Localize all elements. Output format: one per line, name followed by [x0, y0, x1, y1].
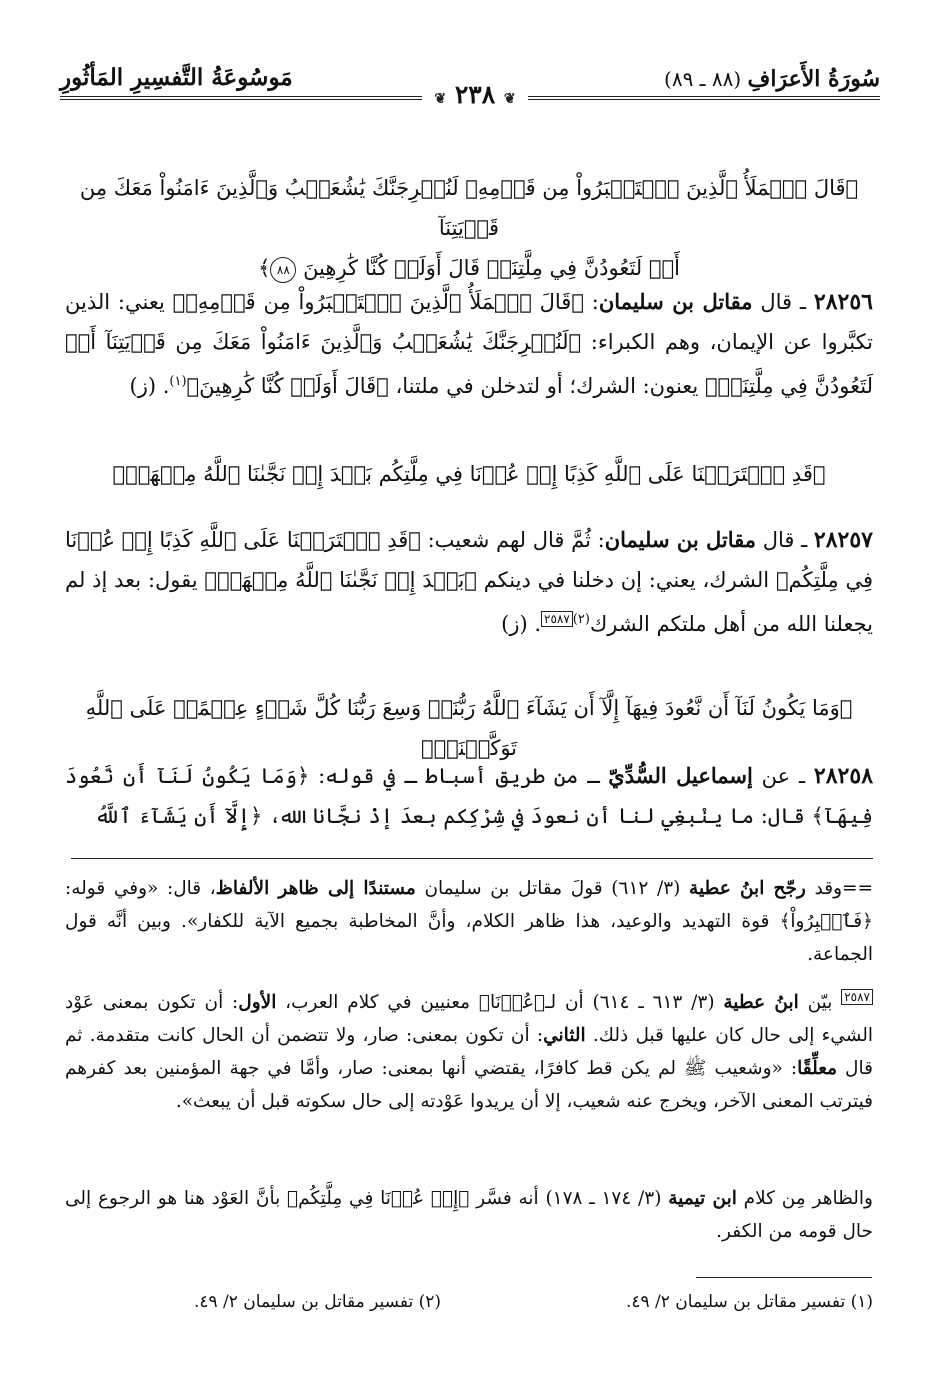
- quran-quote: ﴿قَالَ ٱلۡمَلَأُ ٱلَّذِينَ ٱسۡتَكۡبَرُواْ مِن قَوۡمِهِۦ﴾: [172, 290, 584, 314]
- verse-line: ﴿قَالَ ٱلۡمَلَأُ ٱلَّذِينَ ٱسۡتَكۡبَرُواْ مِن قَوۡمِهِۦ لَنُخۡرِجَنَّكَ يَٰشُعَيۡبُ وَٱلَّذِينَ ءَامَنُواْ مَعَكَ مِن قَرۡيَتِنَآ: [79, 176, 859, 240]
- ornament-icon: ❦: [503, 91, 516, 107]
- verse-line: ﴿قَدِ ٱفۡتَرَيۡنَا عَلَى ٱللَّهِ كَذِبًا إِنۡ عُدۡنَا فِي مِلَّتِكُم بَعۡدَ إِذۡ نَجَّىٰنَا ٱللَّهُ مِنۡهَاۚ﴾: [112, 462, 826, 486]
- narration-number: ٢٨٢٥٦: [813, 289, 873, 315]
- verse-range: (٨٨ ـ ٨٩): [664, 67, 742, 91]
- footnote-marker: (٢): [572, 612, 590, 627]
- narration-28257: ٢٨٢٥٧ ـ قال مقاتل بن سليمان: ثُمَّ قال لهم شعيب: ﴿قَدِ ٱفۡتَرَيۡنَا عَلَى ٱللَّهِ كَذِبًا إِنۡ عُدۡنَا فِي مِلَّتِكُم﴾ الشرك، يعني: إن دخلنا في دينكم ﴿بَعۡدَ إِذۡ نَجَّىٰنَا ٱللَّهُ مِنۡهَاۚ﴾ يقول: بعد إذ لم يجعلنا الله من أهل ملتكم الشرك$^{(٢)}$٢٥٨٧. (ز): [65, 527, 873, 636]
- verse-text: أَوۡ لَتَعُودُنَّ فِي مِلَّتِنَاۚ قَالَ أَوَلَوۡ كُنَّا كَٰرِهِينَ: [303, 256, 680, 280]
- narration-28258: ٢٨٢٥٨ ـ عن إسماعيل السُّدِّيّ ـ من طريق أسباط ـ في قوله: ﴿وَمَا يَكُونُ لَنَآ أَن نَّعُودَ فِيهَآ﴾ قال: ما ينْبغِي لنا أن نعودَ في شِرْكِكم بعدَ إذْ نجَّانا الله، ﴿إِلَّآ أَن يَشَآءَ ٱللَّهُ: [65, 763, 874, 828]
- book-title: مَوسُوعَةُ التَّفسِيرِ المَأثُورِ: [60, 64, 293, 91]
- verse-block-89a: [65, 454, 873, 494]
- page-number: [428, 80, 522, 109]
- footnote-1: (١) تفسير مقاتل بن سليمان ٢/ ٤٩.: [625, 1292, 873, 1312]
- narrator-name: مقاتل بن سليمان: [598, 289, 753, 314]
- verse-close-bracket: ﴾: [258, 256, 271, 280]
- header-rule-right: [528, 96, 880, 100]
- narration-number: ٢٨٢٥٧: [813, 527, 873, 553]
- quran-quote: ﴿إِنۡ عُدۡنَا فِي مِلَّتِكُم﴾: [287, 1188, 470, 1209]
- ornament-icon: ❦: [434, 91, 447, 107]
- narration-number: ٢٨٢٥٨: [813, 763, 874, 789]
- ayah-number-marker: ٨٨: [270, 257, 296, 283]
- running-header: [60, 62, 880, 122]
- verse-line: ﴿وَمَا يَكُونُ لَنَآ أَن نَّعُودَ فِيهَآ إِلَّآ أَن يَشَآءَ ٱللَّهُ رَبُّنَاۚ وَسِعَ رَبُّنَا كُلَّ شَيۡءٍ عِلۡمًاۚ عَلَى ٱللَّهِ تَوَكَّلۡنَاۚ﴾: [85, 696, 853, 760]
- header-rule-left: [60, 96, 422, 100]
- footnote-marker: (١): [169, 374, 187, 389]
- footnote-2: (٢) تفسير مقاتل بن سليمان ٢/ ٤٩.: [193, 1292, 441, 1312]
- quran-quote: ﴿لَنُخۡرِجَنَّكَ يَٰشُعَيۡبُ وَٱلَّذِينَ ءَامَنُواْ مَعَكَ مِن قَرۡيَتِنَآ أَوۡ لَتَعُودُنَّ فِي مِلَّتِنَاۚ﴾: [65, 330, 873, 398]
- quran-quote: ﴿بَعۡدَ إِذۡ نَجَّىٰنَا ٱللَّهُ مِنۡهَاۚ﴾: [204, 568, 477, 592]
- footnote-separator: [696, 1277, 872, 1278]
- notes-separator: [71, 858, 873, 859]
- verse-block-88: [65, 168, 873, 288]
- sura-heading: [664, 66, 880, 92]
- narration-28256: ٢٨٢٥٦ ـ قال مقاتل بن سليمان: ﴿قَالَ ٱلۡمَلَأُ ٱلَّذِينَ ٱسۡتَكۡبَرُواْ مِن قَوۡمِهِۦ﴾ يعني: الذين تكبَّروا عن الإيمان، وهم الكبراء: ﴿لَنُخۡرِجَنَّكَ يَٰشُعَيۡبُ وَٱلَّذِينَ ءَامَنُواْ مَعَكَ مِن قَرۡيَتِنَآ أَوۡ لَتَعُودُنَّ فِي مِلَّتِنَاۚ﴾ يعنون: الشرك؛ أو لتدخلن في ملتنا، ﴿قَالَ أَوَلَوۡ كُنَّا كَٰرِهِينَ﴾$^{(١)}$. (ز): [65, 289, 874, 398]
- quran-quote: ﴿إِلَّآ أَن يَشَآءَ ٱللَّهُ: [94, 804, 263, 828]
- commentary-reference-box: ٢٥٨٧: [541, 611, 573, 627]
- page-number-value: ٢٣٨: [454, 80, 496, 109]
- commentary-reference-box: ٢٥٨٧: [841, 989, 873, 1005]
- quran-quote: ﴿عُدۡنَا﴾: [478, 992, 546, 1013]
- quran-quote: ﴿فَٱصۡبِرُواْ﴾: [779, 911, 873, 932]
- commentary-note-1: ==وقد رجّح ابنُ عطية (٣/ ٦١٢) قولَ مقاتل بن سليمان مستندًا إلى ظاهر الألفاظ، قال: «وفي قوله: ﴿فَٱصۡبِرُواْ﴾ قوة التهديد والوعيد، هذا ظاهر الكلام، وأنَّ المخاطبة بجميع الآية للكفار». وبين أنَّه قول الجماعة.: [65, 878, 874, 965]
- narrator-name: مقاتل بن سليمان: [604, 527, 757, 552]
- quran-quote: ﴿وَمَا يَكُونُ لَنَآ أَن نَّعُودَ فِيهَآ﴾: [65, 764, 873, 828]
- commentary-note-2587: ٢٥٨٧ بيّن ابنُ عطية (٣/ ٦١٣ ـ ٦١٤) أن لـ﴿عُدۡنَا﴾ معنيين في كلام العرب، الأول: أن تكون بمعنى عَوْد الشيء إلى حال كان عليها قبل ذلك. الثاني: أن تكون بمعنى: صار، ولا تتضمن أن الحال كانت متقدمة. ثم قال معلِّقًا: «وشعيب ﷺ لم يكن قط كافرًا، يقتضي أنها بمعنى: صار، وأمَّا في جهة المؤمنين بعد كفرهم فيترتب المعنى الآخر، ويخرج عنه شعيب، إلا أن يريدوا عَوْدته إلى حال سكوته قبل أن يبعث».: [65, 989, 873, 1112]
- commentary-note-3: والظاهر مِن كلام ابن تيمية (٣/ ١٧٤ ـ ١٧٨) أنه فسَّر ﴿إِنۡ عُدۡنَا فِي مِلَّتِكُم﴾ بأنَّ العَوْد هنا هو الرجوع إلى حال قومه من الكفر.: [65, 1188, 873, 1242]
- quran-quote: ﴿قَدِ ٱفۡتَرَيۡنَا عَلَى ٱللَّهِ كَذِبًا إِنۡ عُدۡنَا فِي مِلَّتِكُم﴾: [65, 528, 873, 592]
- quran-quote: ﴿قَالَ أَوَلَوۡ كُنَّا كَٰرِهِينَ﴾: [186, 374, 389, 398]
- narrator-name: إسماعيل السُّدِّيّ: [608, 763, 753, 788]
- sura-name: سُورَةُ الأَعرَافِ: [747, 66, 880, 92]
